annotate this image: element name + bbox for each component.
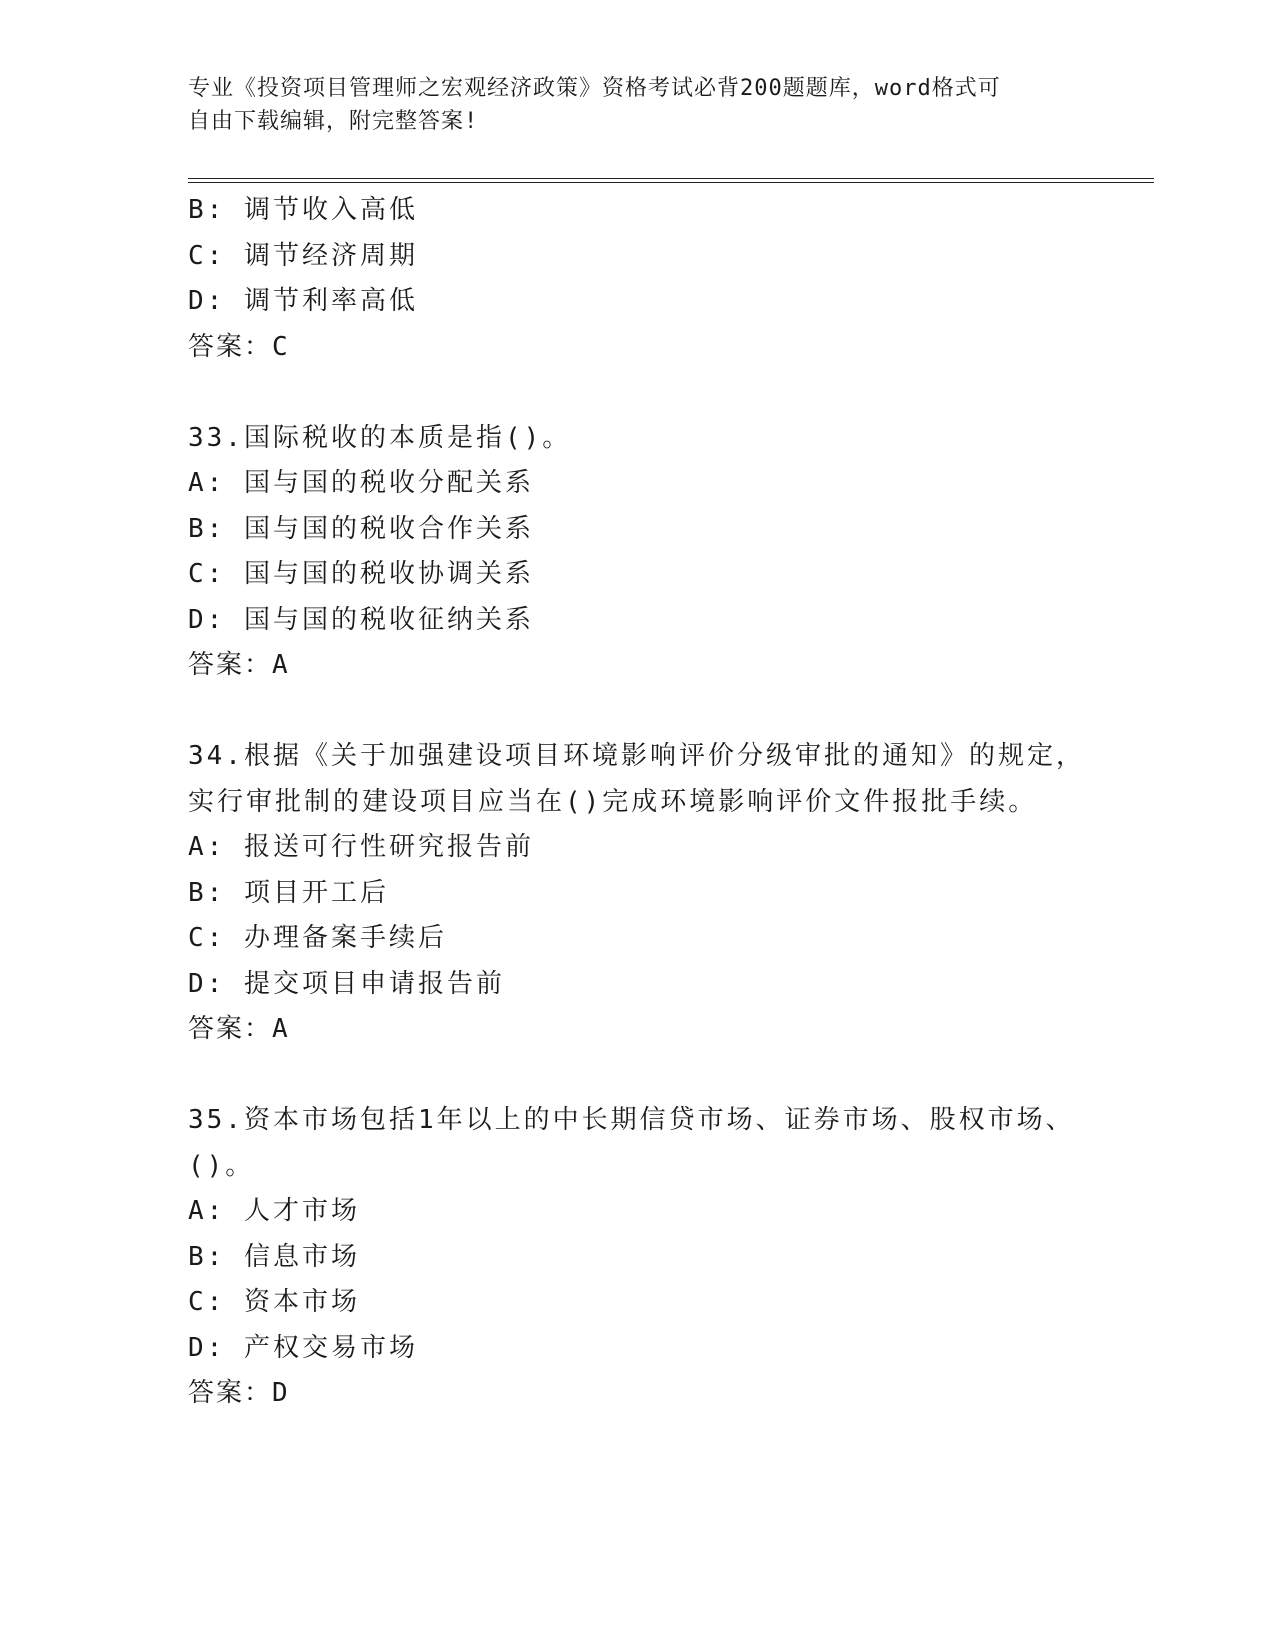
question-text-continued: ()。: [188, 1150, 255, 1181]
answer-line: [188, 643, 1088, 689]
header-line-2: 自由下载编辑，附完整答案!: [188, 109, 479, 134]
option-d: D: 调节利率高低: [188, 286, 418, 316]
answer-value: D: [272, 1378, 290, 1408]
option-b: B: 调节收入高低: [188, 195, 418, 225]
answer-label: 答案：: [188, 1378, 273, 1408]
option-c: C: 资本市场: [188, 1287, 360, 1317]
option-d: D: 产权交易市场: [188, 1332, 418, 1363]
option-b: B: 信息市场: [188, 1241, 360, 1272]
answer-label: 答案：: [188, 650, 273, 680]
question-text: [188, 1098, 1088, 1144]
header-line-1: 专业《投资项目管理师之宏观经济政策》资格考试必背200题题库，word格式可: [188, 76, 1001, 101]
option-c: C: 办理备案手续后: [188, 923, 447, 953]
question-continued: [188, 188, 1088, 370]
answer-line: [188, 1007, 1088, 1053]
question-list: [188, 188, 1088, 1417]
option-a: A: 报送可行性研究报告前: [188, 832, 534, 862]
answer-line: [188, 1371, 1088, 1417]
spacer: [188, 689, 1088, 735]
option-c: C: 国与国的税收协调关系: [188, 559, 534, 589]
answer-value: A: [272, 650, 290, 680]
spacer: [188, 370, 1088, 416]
answer-line: [188, 325, 1088, 371]
question-text: [188, 734, 1088, 780]
option-b: B: 国与国的税收合作关系: [188, 513, 534, 544]
question-number: 35.: [188, 1105, 244, 1135]
document-header: [188, 72, 1068, 138]
option-c: C: 调节经济周期: [188, 240, 418, 271]
answer-value: A: [272, 1014, 290, 1044]
option-a: A: 人才市场: [188, 1196, 360, 1226]
question-stem: 根据《关于加强建设项目环境影响评价分级审批的通知》的规定，: [243, 741, 1085, 771]
question-33: [188, 416, 1088, 689]
option-a: A: 国与国的税收分配关系: [188, 468, 534, 498]
option-b: B: 项目开工后: [188, 877, 389, 908]
header-divider: [188, 178, 1154, 183]
question-34: [188, 734, 1088, 1053]
answer-value: C: [272, 331, 290, 362]
question-stem: 国际税收的本质是指()。: [243, 422, 572, 453]
option-d: D: 国与国的税收征纳关系: [188, 604, 534, 635]
spacer: [188, 1053, 1088, 1099]
question-35: [188, 1098, 1088, 1417]
question-number: 33.: [188, 422, 244, 453]
question-stem: 资本市场包括1年以上的中长期信贷市场、证券市场、股权市场、: [243, 1105, 1075, 1135]
question-number: 34.: [188, 741, 244, 771]
question-text: [188, 416, 1088, 462]
question-text-continued: 实行审批制的建设项目应当在()完成环境影响评价文件报批手续。: [188, 786, 1038, 817]
answer-label: 答案：: [188, 331, 273, 362]
answer-label: 答案：: [188, 1014, 273, 1044]
option-d: D: 提交项目申请报告前: [188, 968, 505, 999]
